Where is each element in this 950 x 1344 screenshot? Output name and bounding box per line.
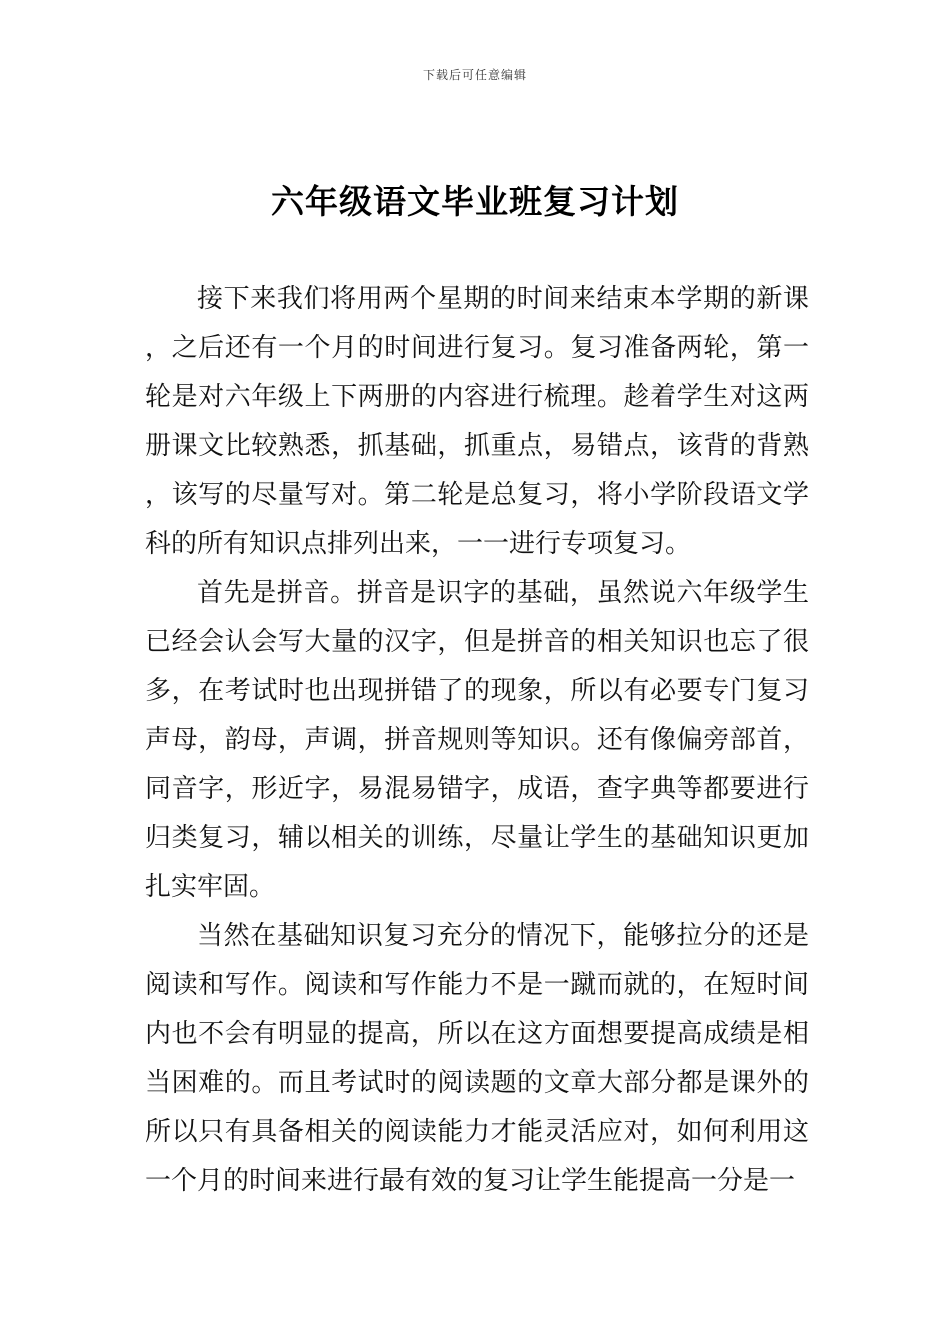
document-title: 六年级语文毕业班复习计划 — [271, 182, 679, 221]
paragraph-3: 当然在基础知识复习充分的情况下，能够拉分的还是阅读和写作。阅读和写作能力不是一蹴而就的，在短时间内也不会有明显的提高，所以在这方面想要提高成绩是相当困难的。而且考试时的阅读题的文章大部分都是课外的所以只有具备相关的阅读能力才能灵活应对，如何利用这一个月的时间来进行最有效的复习让学生能提高一分是一 — [145, 921, 809, 1196]
document-body — [145, 275, 809, 1206]
paragraph-1: 接下来我们将用两个星期的时间来结束本学期的新课，之后还有一个月的时间进行复习。复习准备两轮，第一轮是对六年级上下两册的内容进行梳理。趁着学生对这两册课文比较熟悉，抓基础，抓重点，易错点，该背的背熟，该写的尽量写对。第二轮是总复习，将小学阶段语文学科的所有知识点排列出来，一一进行专项复习。 — [145, 284, 809, 559]
header-note: 下载后可任意编辑 — [422, 68, 527, 82]
paragraph-2: 首先是拼音。拼音是识字的基础，虽然说六年级学生已经会认会写大量的汉字，但是拼音的相关知识也忘了很多，在考试时也出现拼错了的现象，所以有必要专门复习声母，韵母，声调，拼音规则等知识。还有像偏旁部首，同音字，形近字，易混易错字，成语，查字典等都要进行归类复习，辅以相关的训练，尽量让学生的基础知识更加扎实牢固。 — [145, 578, 809, 902]
